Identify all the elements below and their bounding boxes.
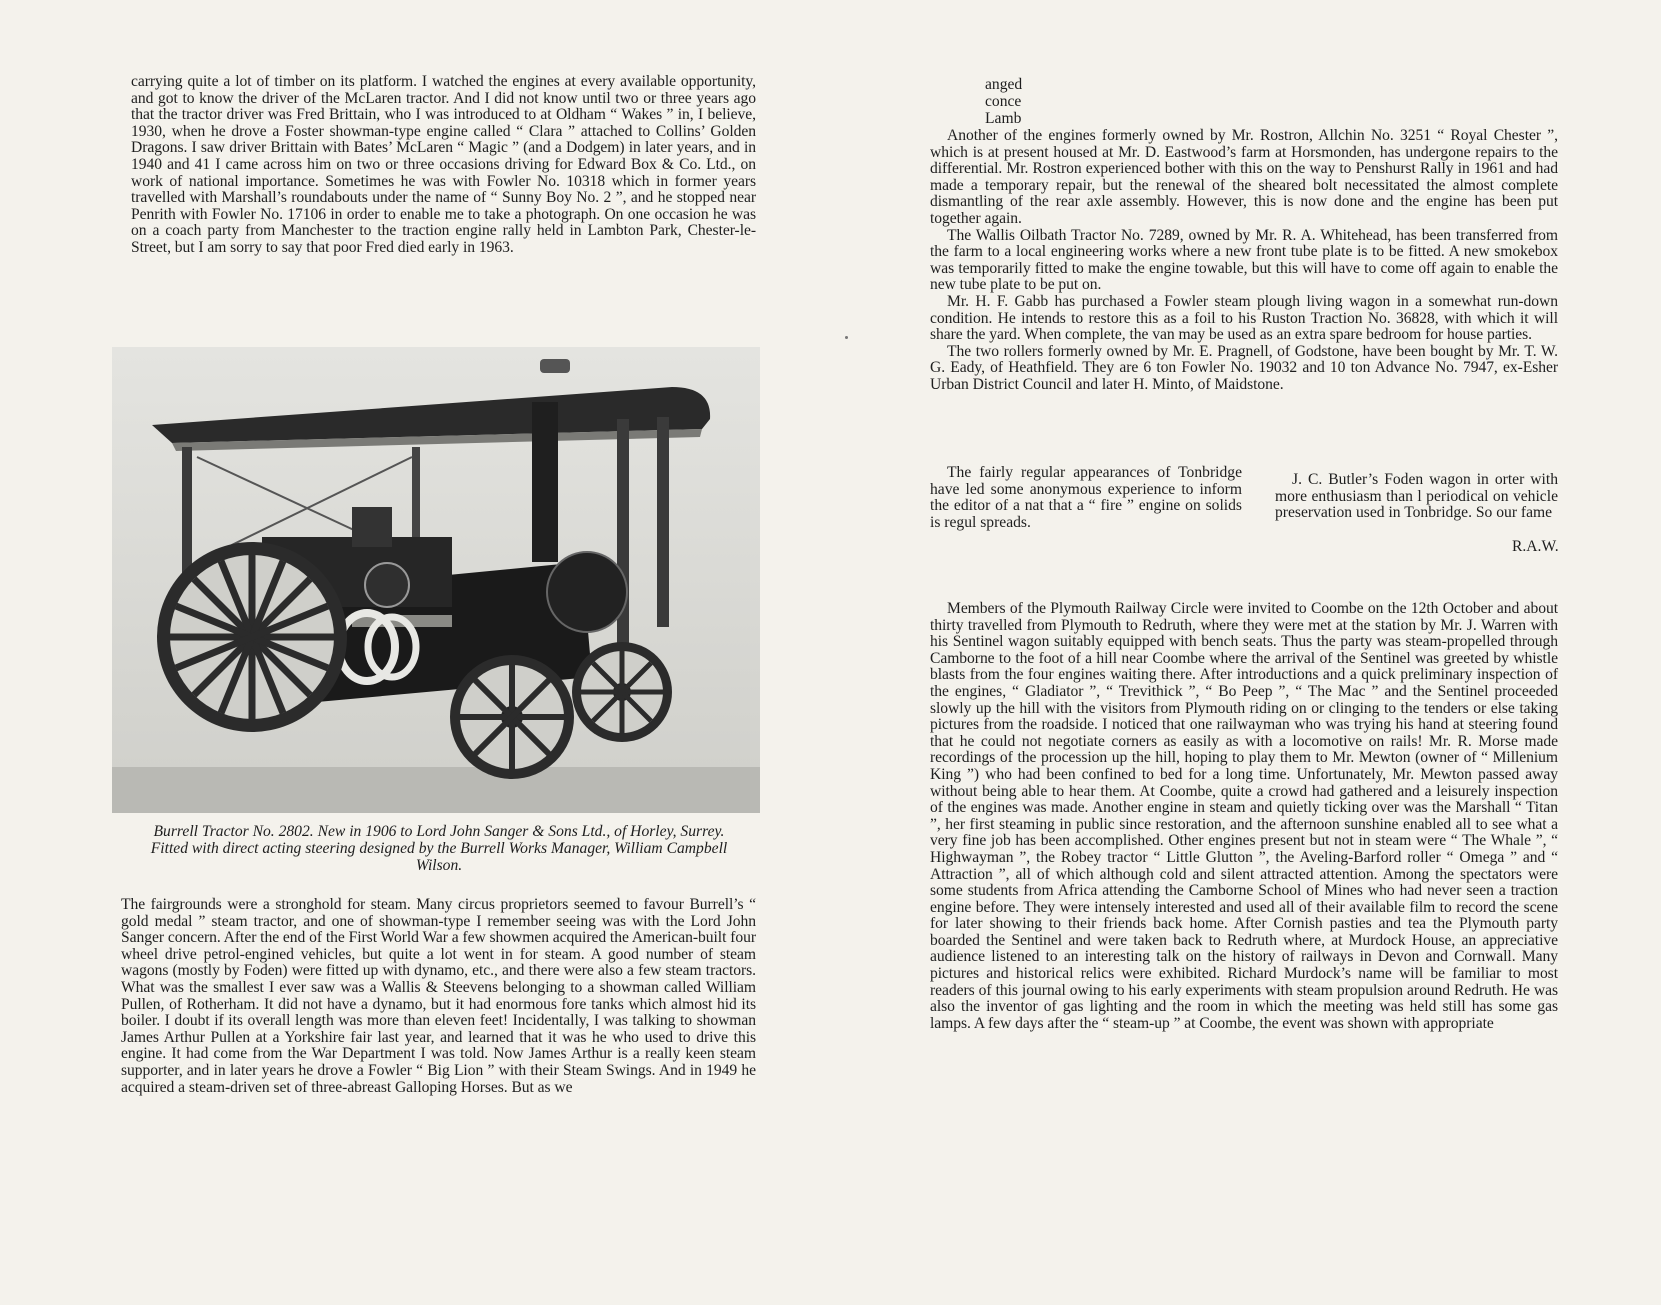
far-front-wheel (572, 642, 672, 742)
traction-engine-photo (112, 347, 760, 813)
left-top-paragraph-text: carrying quite a lot of timber on its platform. I watched the engines at every available opportunity, and got to know the driver of the McLaren tractor. And I did not know until two or three years ago that the tractor driver was Fred Brittain, who I was introduced to at Oldham “ Wakes ” in, I believe, 1930, when he drove a Foster showman-type engine called “ Clara ” attached to Collins’ Golden Dragons. I saw driver Brittain with Bates’ McLaren “ Magic ” (and a Dodgem) in later years, and in 1940 and 41 I came across him on two or three occasions driving for Edward Box & Co. Ltd., on work of national importance. Sometimes he was with Fowler No. 10318 which in former years travelled with Marshall’s roundabouts under the name of “ Sunny Boy No. 2 ”, and he stopped near Penrith with Fowler No. 17106 in order to enable me to take a photograph. On one occasion he was on a coach party from Manchester to the traction engine rally held in Lambton Park, Chester-le-Street, but I am sorry to say that poor Fred died early in 1963. (131, 73, 756, 256)
news-paragraph-gabb: Mr. H. F. Gabb has purchased a Fowler steam plough living wagon in a somewhat run-down condition. He intends to restore this as a foil to his Ruston Traction No. 36828, with which it will share the yard. When complete, the van may be used as an extra spare bedroom for house parties. (930, 292, 1558, 344)
news-paragraph-wallis: The Wallis Oilbath Tractor No. 7289, owned by Mr. R. A. Whitehead, has been transferred from the farm to a local engineering works where a new front tube plate is to be fitted. A new smokebox was temporarily fitted to make the engine towable, but this will have to come off again to enable the new tube plate to be put on. (930, 226, 1558, 294)
photo-caption: Burrell Tractor No. 2802. New in 1906 to Lord John Sanger & Sons Ltd., of Horley, Surrey. Fitted with direct acting steering designed by the Burrell Works Manager, William Campbell Wilson. (150, 823, 728, 874)
right-page (830, 0, 1661, 1305)
left-bottom-paragraph-text: The fairgrounds were a stronghold for steam. Many circus proprietors seemed to favour Burrell’s “ gold medal ” steam tractor, and one of showman-type I remember seeing was with the Lord John Sanger concern. After the end of the First World War a few showmen acquired the American-built four wheel drive petrol-engined vehicles, but quite a lot went in for steam. A good number of steam wagons (mostly by Foden) were fitted up with dynamo, etc., and there were also a few steam tractors. What was the smallest I ever saw was a Wallis & Steevens belonging to a showman called William Pullen, of Rotherham. It did not have a dynamo, but it had enormous fore tanks which almost hid its boiler. I doubt if its overall length was more than eleven feet! Incidentally, I was talking to showman James Arthur Pullen at a Yorkshire fair last year, and learned that it was he who used to drive this engine. It had come from the War Department I was told. Now James Arthur is a really keen steam supporter, and in later years he drove a Fowler “ Big Lion ” with their Steam Swings. And in 1949 he acquired a steam-driven set of three-abreast Galloping Horses. But as we (121, 896, 757, 1096)
news-paragraph-allchin: Another of the engines formerly owned by Mr. Rostron, Allchin No. 3251 “ Royal Chester ”, which is at present housed at Mr. D. Eastwood’s farm at Horsmonden, has undergone repairs to the differential. Mr. Rostron experienced bother with this on the way to Penshurst Rally in 1961 and had made a temporary repair, but the renewal of the sheared bolt necessitated the almost complete dismantling of the rear axle assembly. However, this is now done and the engine has been put together again. (930, 127, 1558, 227)
front-wheel (450, 655, 574, 779)
news-paragraph-rollers: The two rollers formerly owned by Mr. E. Pragnell, of Godstone, have been bought by Mr. T. W. G. Eady, of Heathfield. They are 6 ton Fowler No. 19032 and 10 ton Advance No. 7947, ex-Esher Urban District Council and later H. Minto, of Maidstone. (930, 342, 1558, 393)
burrell-tractor-illustration (112, 347, 760, 813)
rear-wheel (157, 542, 347, 732)
author-signature: R.A.W. (1512, 538, 1559, 555)
fragment-line: conce (985, 93, 1022, 110)
left-top-paragraph (131, 74, 756, 257)
split-paragraph-left: The fairly regular appearances of Tonbridge have led some anonymous experience to inform the editor of a nat that a “ fire ” engine on solids is regul spreads. (930, 464, 1242, 531)
right-news-column (930, 128, 1558, 394)
plymouth-paragraph (930, 601, 1558, 1032)
fragment-line: Lamb (985, 110, 1022, 127)
left-bottom-paragraph (121, 897, 756, 1096)
fragment-line: anged (985, 76, 1023, 93)
torn-fragments (985, 76, 1022, 127)
plymouth-paragraph-text: Members of the Plymouth Railway Circle were invited to Coombe on the 12th October and about thirty travelled from Plymouth to Redruth, where they were met at the station by Mr. J. Warren with his Sentinel wagon suitably equipped with bench seats. Thus the party was steam-propelled through Camborne to the foot of a hill near Coombe where the arrival of the Sentinel was greeted by whistle blasts from the four engines waiting there. After introductions and a quick preliminary inspection of the engines, “ Gladiator ”, “ Trevithick ”, “ Bo Peep ”, “ The Mac ” and the Sentinel proceeded slowly up the hill with the visitors from Plymouth riding on or clinging to the tenders or else taking pictures from the roadside. I noticed that one railwayman who was trying his hand at steering found that he could not negotiate corners as easily as with a locomotive on rails! Mr. R. Morse made recordings of the procession up the hill, hoping to play them to Mr. Mewton (owner of “ Millenium King ”) who had been confined to bed for a long time. Unfortunately, Mr. Mewton passed away without being able to hear them. At Coombe, quite a crowd had gathered and a leisurely inspection of the engines was made. Another engine in steam and quietly ticking over was the Marshall “ Titan ”, her first steaming in public since restoration, and the afternoon sunshine enabled all to see what a very fine job has been accomplished. Other engines present but not in steam were “ The Whale ”, “ Highwayman ”, the Robey tractor “ Little Glutton ”, the Aveling-Barford roller “ Omega ” and “ Attraction ”, all of which although cold and silent attracted attention. Among the spectators were some students from Africa attending the Camborne School of Mines who had never seen a traction engine before. They were intensely interested and used all of their available film to record the scene for later showing to their friends back home. After Cornish pasties and tea the Plymouth party boarded the Sentinel and were taken back to Redruth where, at Murdock House, an appreciative audience listened to an interesting talk on the history of railways in Devon and Cornwall. Many pictures and historical relics were exhibited. Richard Murdock’s name will be familiar to most readers of this journal owing to his early experiments with steam propulsion around Redruth. He was also the inventor of gas lighting and the room in which the meeting was held still has some gas lamps. A few days after the “ steam-up ” at Coombe, the event was shown with appropriate (930, 600, 1558, 1032)
split-paragraph-right: J. C. Butler’s Foden wagon in orter with more enthusiasm than l periodical on vehicle preservation used in Tonbridge. So our fame (1275, 471, 1558, 522)
left-page (0, 0, 830, 1305)
